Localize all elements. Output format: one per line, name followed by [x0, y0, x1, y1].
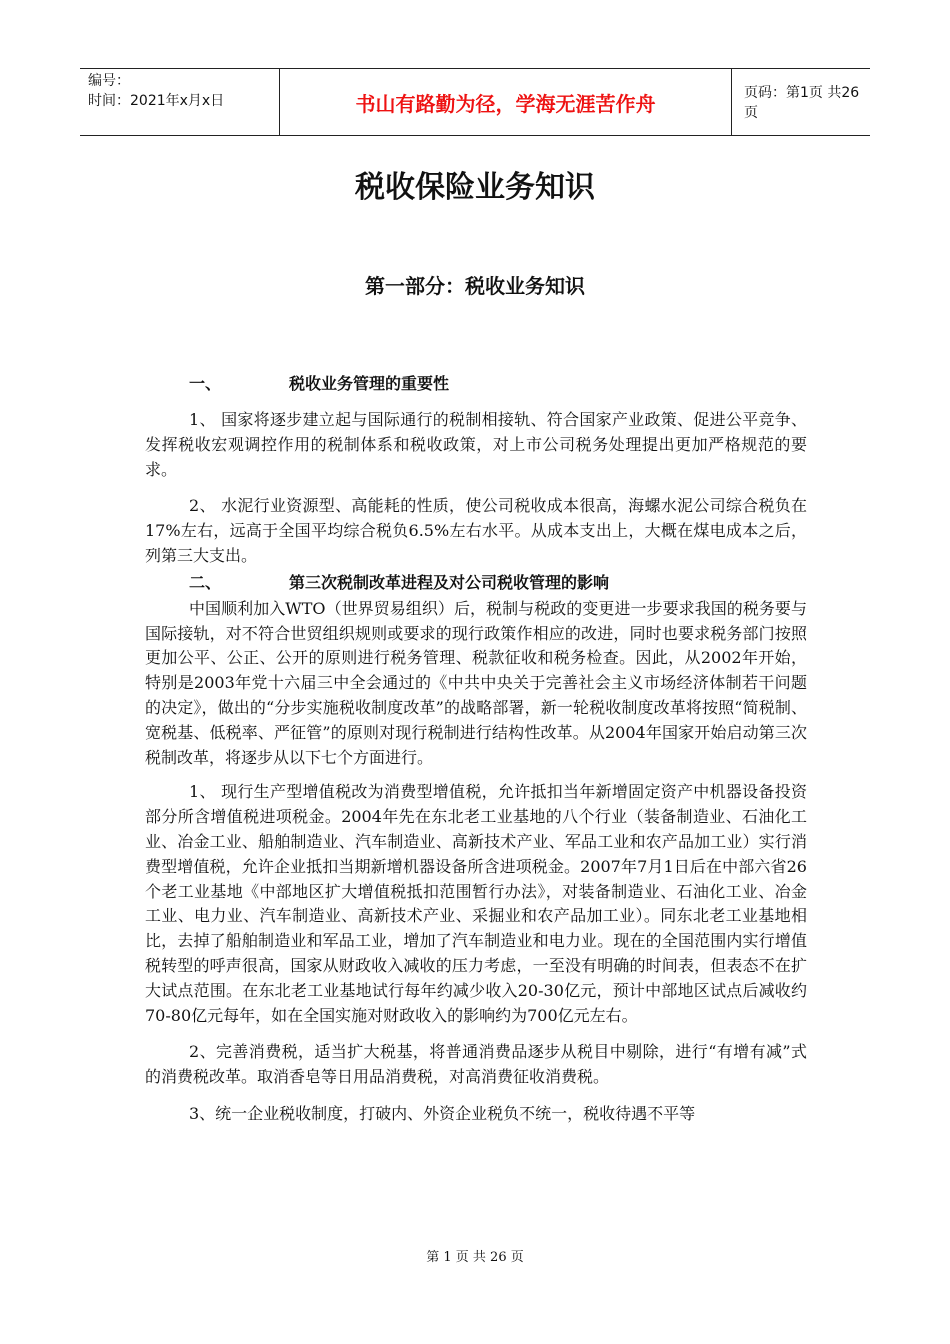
paragraph: 1、 国家将逐步建立起与国际通行的税制相接轨、符合国家产业政策、促进公平竞争、发挥税收宏观调控作用的税制体系和税收政策，对上市公司税务处理提出更加严格规范的要求。 — [145, 410, 807, 479]
section-number: 一、 — [189, 374, 222, 393]
section-heading-text: 税收业务管理的重要性 — [289, 374, 450, 393]
time-label: 时间：2021年x月x日 — [88, 93, 225, 109]
header-page-cell — [732, 69, 870, 135]
section-heading — [145, 569, 807, 597]
document-title: 税收保险业务知识 — [355, 170, 595, 205]
paragraph: 1、 现行生产型增值税改为消费型增值税，允许抵扣当年新增固定资产中机器设备投资部分所含增值税进项税金。2004年先在东北老工业基地的八个行业（装备制造业、石油化工业、冶金工业、船舶制造业、汽车制造业、高新技术产业、军品工业和农产品加工业）实行消费型增值税，允许企业抵扣当期新增机器设备所含进项税金。2007年7月1日后在中部六省26个老工业基地《中部地区扩大增值税抵扣范围暂行办法》，对装备制造业、石油化工业、冶金工业、电力业、汽车制造业、高新技术产业、采掘业和农产品加工业）。同东北老工业基地相比，去掉了船舶制造业和军品工业，增加了汽车制造业和电力业。现在的全国范围内实行增值税转型的呼声很高，国家从财政收入减收的压力考虑，一至没有明确的时间表，但表态不在扩大试点范围。在东北老工业基地试行每年约减少收入20-30亿元，预计中部地区试点后减收约70-80亿元每年，如在全国实施对财政收入的影响约为700亿元左右。 — [145, 782, 807, 1025]
paragraph: 2、 水泥行业资源型、高能耗的性质，使公司税收成本很高，海螺水泥公司综合税负在17%左右，远高于全国平均综合税负6.5%左右水平。从成本支出上，大概在煤电成本之后，列第三大支出。 — [145, 496, 807, 565]
paragraph: 3、统一企业税收制度，打破内、外资企业税负不统一，税收待遇不平等 — [189, 1103, 696, 1123]
header-motto-cell — [280, 69, 732, 135]
section-heading-text: 第三次税制改革进程及对公司税收管理的影响 — [289, 572, 610, 592]
page-footer: 第 1 页 共 26 页 — [426, 1250, 524, 1265]
section-heading — [145, 370, 807, 398]
paragraph: 2、完善消费税，适当扩大税基，将普通消费品逐步从税目中剔除，进行“有增有减”式的消费税改革。取消香皂等日用品消费税，对高消费征收消费税。 — [145, 1042, 807, 1087]
motto-text: 书山有路勤为径，学海无涯苦作舟 — [355, 91, 656, 116]
page-info: 页码：第1页 共26页 — [744, 85, 860, 121]
part-title: 第一部分：税收业务知识 — [365, 274, 585, 298]
number-label: 编号： — [88, 73, 130, 89]
document-body — [145, 370, 807, 1127]
section-number: 二、 — [189, 572, 222, 592]
header-meta-cell — [80, 69, 280, 135]
paragraph: 中国顺利加入WTO（世界贸易组织）后，税制与税政的变更进一步要求我国的税务要与国际接轨，对不符合世贸组织规则或要求的现行政策作相应的改进，同时也要求税务部门按照更加公平、公正、公开的原则进行税务管理、税款征收和税务检查。因此，从2002年开始，特别是2003年党十六届三中全会通过的《中共中央关于完善社会主义市场经济体制若干问题的决定》，做出的“分步实施税收制度改革”的战略部署，新一轮税收制度改革将按照“简税制、宽税基、低税率、严征管”的原则对现行税制进行结构性改革。从2004年国家开始启动第三次税制改革，将逐步从以下七个方面进行。 — [145, 598, 807, 767]
header-table — [80, 68, 870, 136]
